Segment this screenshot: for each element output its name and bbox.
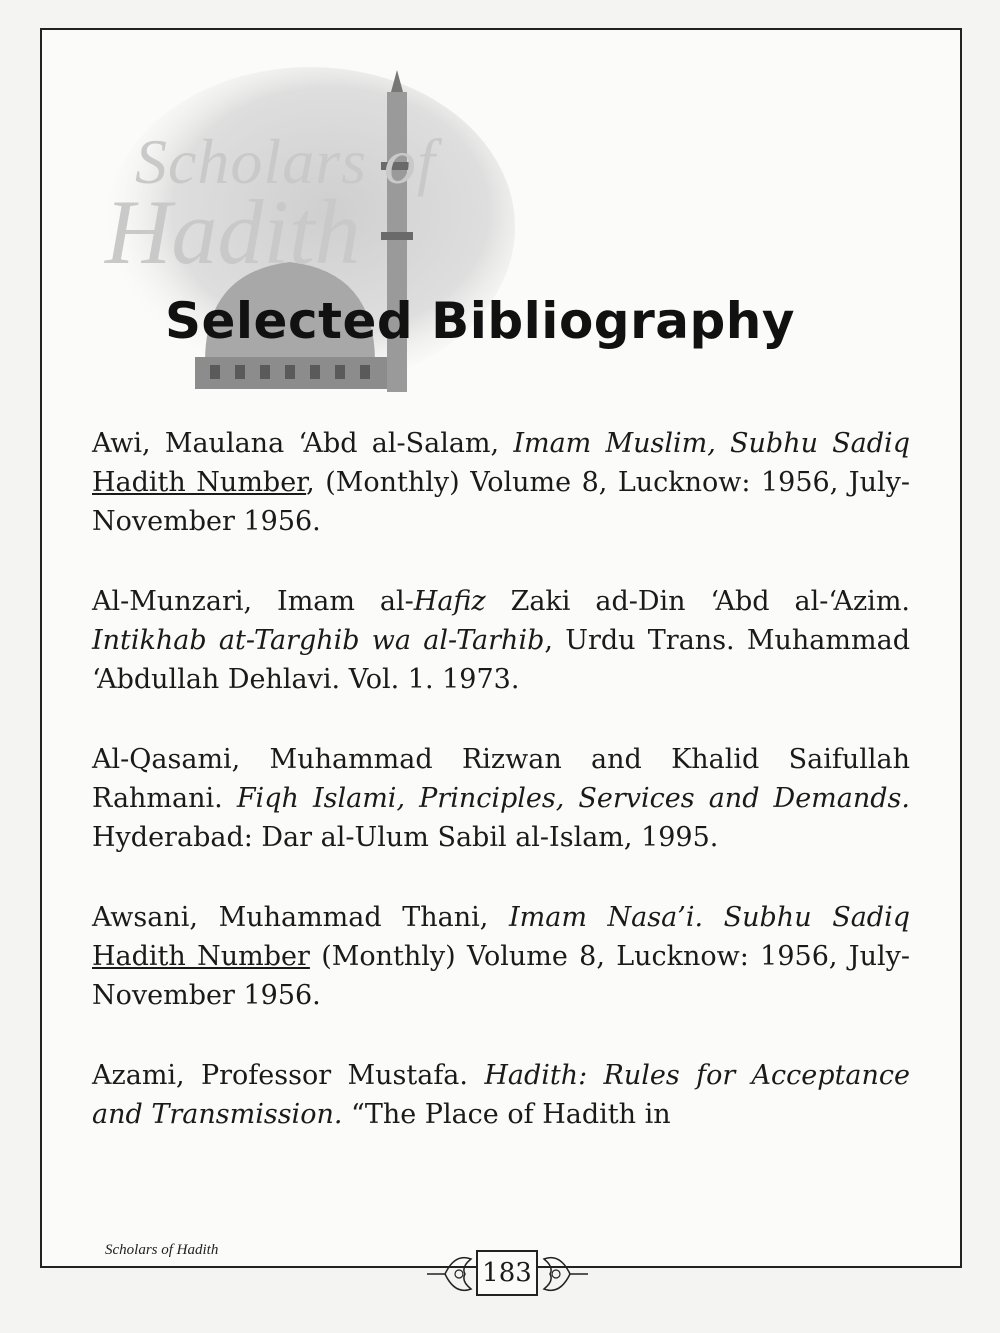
bibliography-list	[92, 424, 910, 1175]
bibliography-entry: Azami, Professor Mustafa. Hadith: Rules for Acceptance and Transmission. “The Place of Hadith in	[92, 1060, 910, 1130]
bibliography-entry: Al-Qasami, Muhammad Rizwan and Khalid Saifullah Rahmani. Fiqh Islami, Principles, Services and Demands. Hyderabad: Dar al-Ulum Sabil al-Islam, 1995.	[92, 744, 910, 853]
emblem-line-2: Hadith	[105, 181, 361, 283]
bibliography-entry: Awsani, Muhammad Thani, Imam Nasa’i. Subhu Sadiq Hadith Number (Monthly) Volume 8, Lucknow: 1956, July-November 1956.	[92, 902, 910, 1011]
mosque-dome-illustration	[95, 62, 515, 422]
bibliography-entry: Al-Munzari, Imam al-Hafiz Zaki ad-Din ‘Abd al-‘Azim. Intikhab at-Targhib wa al-Tarhib, Urdu Trans. Muhammad ‘Abdullah Dehlavi. Vol. 1. 1973.	[92, 586, 911, 695]
page-number: 183	[476, 1250, 538, 1296]
emblem-line-1: Scholars of	[135, 126, 436, 197]
footer-book-title: Scholars of Hadith	[105, 1242, 219, 1258]
page-title: Selected Bibliography	[165, 292, 795, 350]
bibliography-entry: Awi, Maulana ‘Abd al-Salam, Imam Muslim, Subhu Sadiq Hadith Number, (Monthly) Volume 8, Lucknow: 1956, July-November 1956.	[92, 428, 910, 537]
